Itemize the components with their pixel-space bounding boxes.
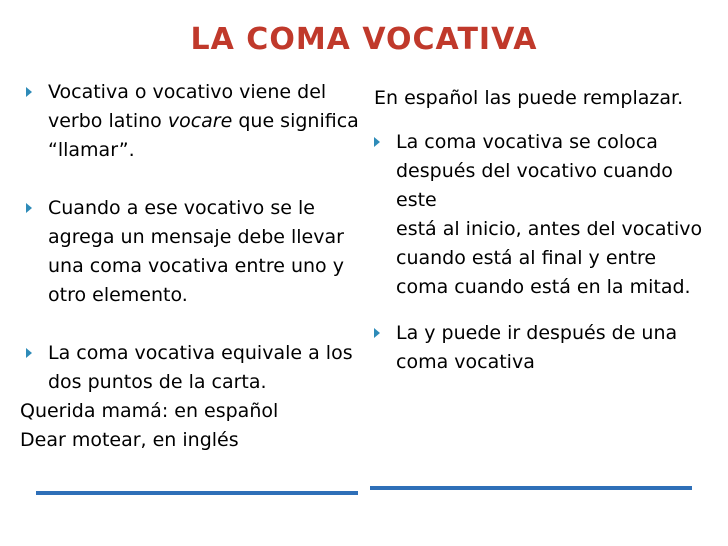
bullet-arrow-icon <box>374 328 380 338</box>
left-column <box>20 78 365 455</box>
intro-text: En español las puede remplazar. <box>374 87 684 109</box>
bullet-text: Vocativa o vocativo viene del verbo latino <box>48 81 327 132</box>
bullet-text: Cuando a ese vocativo se le agrega un mensaje debe llevar una coma vocativa entre uno y otro elemento. <box>48 197 344 306</box>
bullet-item-vocativo-origen <box>20 78 365 165</box>
right-column <box>368 84 708 377</box>
bullet-arrow-icon <box>26 203 32 213</box>
bullet-arrow-icon <box>26 348 32 358</box>
bullet-item-coloca <box>368 128 708 302</box>
bullet-text: La y puede ir después de una coma vocativa <box>396 322 678 373</box>
example-spanish: Querida mamá: en español <box>20 400 279 422</box>
latin-word: vocare <box>167 110 233 132</box>
bullet-text: La coma vocativa equivale a los dos puntos de la carta. <box>48 342 353 393</box>
bullet-item-conjuncion-y <box>368 319 708 377</box>
right-divider-rule <box>370 486 692 490</box>
bullet-text: que significa “llamar”. <box>48 110 359 161</box>
bullet-text-continued: está al inicio, antes del vocativo cuando está al final y entre coma cuando está en la mitad. <box>396 218 703 298</box>
bullet-item-mensaje <box>20 194 365 310</box>
slide-title: LA COMA VOCATIVA <box>190 22 538 57</box>
bullet-text: La coma vocativa se coloca después del vocativo cuando este <box>396 131 673 211</box>
left-divider-rule <box>36 491 358 495</box>
bullet-arrow-icon <box>26 87 32 97</box>
bullet-item-equivale <box>20 339 365 397</box>
example-english: Dear motear, en inglés <box>20 429 239 451</box>
bullet-arrow-icon <box>374 137 380 147</box>
